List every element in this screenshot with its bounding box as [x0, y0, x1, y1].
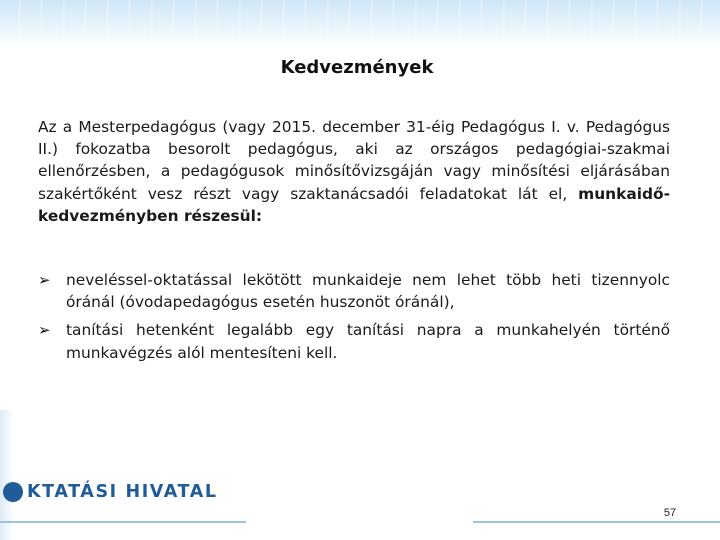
footer-divider-left: [0, 521, 246, 523]
slide-title: Kedvezmények: [280, 57, 434, 78]
arrow-bullet-icon: ➢: [38, 271, 51, 289]
oktatasi-hivatal-logo: [0, 480, 260, 504]
page-number: 57: [663, 507, 677, 519]
header-band: [0, 0, 720, 48]
intro-text: Az a Mesterpedagógus (vagy 2015. december 31-éig Pedagógus I. v. Pedagógus II.) fokozatba besorolt pedagógus, aki az országos pedagógiai-szakmai ellenőrzésben, a pedagógusok minősítővizsgáján vagy minősítési eljárásában szakértőként vesz részt vagy szaktanácsadói feladatokat lát el,: [38, 118, 670, 203]
bullet-list: [38, 269, 670, 370]
bullet-item: [38, 319, 670, 363]
logo-text: KTATÁSI HIVATAL: [27, 482, 218, 502]
logo-circle-icon: [3, 482, 23, 502]
bullet-item: [38, 269, 670, 313]
intro-paragraph: [38, 116, 670, 227]
bullet-text: tanítási hetenként legalább egy tanítási napra a munkahelyén történő munkavégzés alól mentesíteni kell.: [66, 321, 670, 362]
bullet-text: neveléssel-oktatással lekötött munkaideje nem lehet több heti tizennyolc óránál (óvodapedagógus esetén huszonöt óránál),: [66, 271, 670, 312]
arrow-bullet-icon: ➢: [38, 321, 51, 340]
footer-divider-right: [473, 521, 720, 523]
intro-bold-text: munkaidő-kedvezményben részesül:: [38, 184, 670, 225]
